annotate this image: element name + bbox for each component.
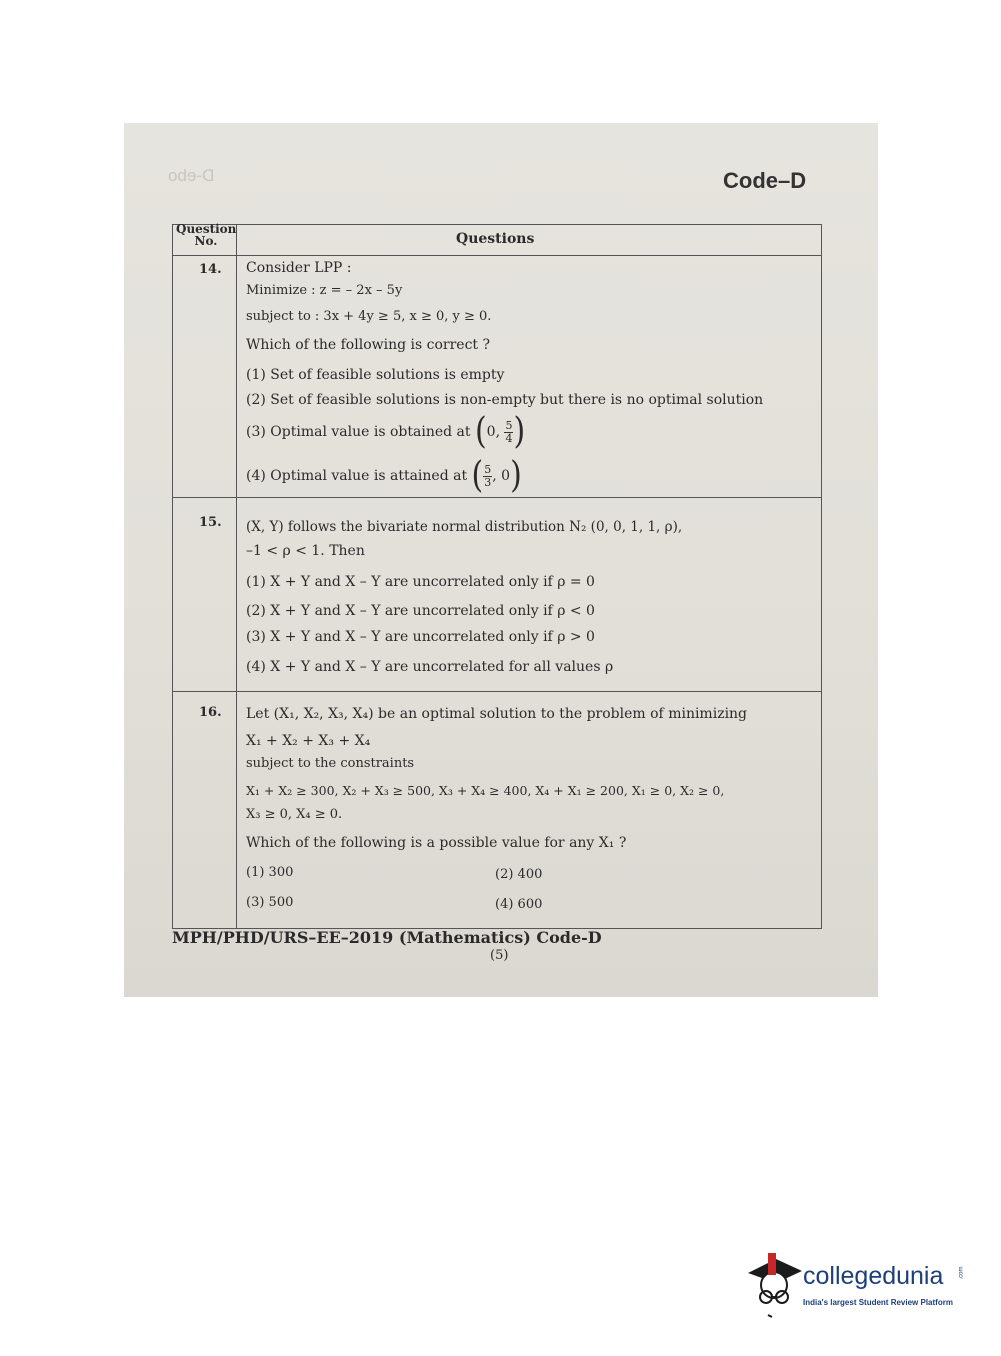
q15-line: (X, Y) follows the bivariate normal distribution N₂ (0, 0, 1, 1, ρ), (246, 519, 683, 535)
q15-option: (1) X + Y and X – Y are uncorrelated only if ρ = 0 (246, 574, 595, 590)
fraction-denominator: 3 (484, 475, 492, 489)
q14-line: subject to : 3x + 4y ≥ 5, x ≥ 0, y ≥ 0. (246, 309, 492, 324)
q14-option-point-x: 0, (486, 424, 501, 440)
q16-option: (2) 400 (495, 867, 543, 882)
q16-line: subject to the constraints (246, 756, 415, 771)
q14-option: (2) Set of feasible solutions is non-empty but there is no optimal solution (246, 392, 764, 408)
question-number: 14. (199, 262, 222, 277)
question-number: 15. (199, 515, 222, 530)
q15-option: (2) X + Y and X – Y are uncorrelated only if ρ < 0 (246, 603, 595, 619)
column-divider (236, 225, 237, 928)
q14-option: (1) Set of feasible solutions is empty (246, 367, 505, 383)
q14-option: (3) Optimal value is obtained at (0, $\frac{5}{4}$ ) (246, 410, 526, 453)
q14-option: (4) Optimal value is attained at ( $\frac{5}{3}$ , 0) (246, 454, 522, 497)
header-divider (173, 255, 821, 256)
header-question-no: Question No. (176, 222, 237, 248)
q14-option-text: (3) Optimal value is obtained at (246, 424, 471, 440)
footer-title: MPH/PHD/URS–EE–2019 (Mathematics) Code-D (172, 928, 602, 947)
question-table (172, 224, 822, 929)
question-number: 16. (199, 705, 222, 720)
header-questions: Questions (456, 231, 535, 247)
row-divider (173, 691, 821, 692)
row-divider (173, 497, 821, 498)
fraction-denominator: 4 (505, 431, 513, 445)
q16-option: (1) 300 (246, 865, 294, 880)
page-number: (5) (490, 948, 509, 963)
q16-line: Let (X₁, X₂, X₃, X₄) be an optimal solution to the problem of minimizing (246, 706, 748, 722)
q16-line: X₃ ≥ 0, X₄ ≥ 0. (246, 807, 343, 822)
q15-option: (4) X + Y and X – Y are uncorrelated for all values ρ (246, 659, 614, 675)
q14-line: Consider LPP : (246, 260, 352, 276)
q16-line: X₁ + X₂ ≥ 300, X₂ + X₃ ≥ 500, X₃ + X₄ ≥ 400, X₄ + X₁ ≥ 200, X₁ ≥ 0, X₂ ≥ 0, (246, 783, 725, 798)
q16-line: X₁ + X₂ + X₃ + X₄ (246, 733, 371, 749)
code-label: Code–D (723, 168, 807, 193)
q14-line: Which of the following is correct ? (246, 337, 490, 353)
logo-dotcom: .com (958, 1266, 965, 1280)
logo-wordmark: collegedunia (803, 1262, 944, 1290)
q16-option: (3) 500 (246, 895, 294, 910)
logo-tagline: India's largest Student Review Platform (803, 1298, 953, 1307)
fraction-numerator: 5 (505, 418, 513, 432)
q15-option: (3) X + Y and X – Y are uncorrelated only if ρ > 0 (246, 629, 595, 645)
q15-line: –1 < ρ < 1. Then (246, 543, 365, 559)
q14-line: Minimize : z = – 2x – 5y (246, 283, 403, 298)
q16-option: (4) 600 (495, 897, 543, 912)
faded-header-text: D-ebo (168, 166, 215, 185)
q14-option-text: (4) Optimal value is attained at (246, 468, 468, 484)
fraction-numerator: 5 (484, 462, 492, 476)
q16-line: Which of the following is a possible value for any X₁ ? (246, 835, 627, 851)
q14-option-point-y: , 0 (492, 468, 511, 484)
